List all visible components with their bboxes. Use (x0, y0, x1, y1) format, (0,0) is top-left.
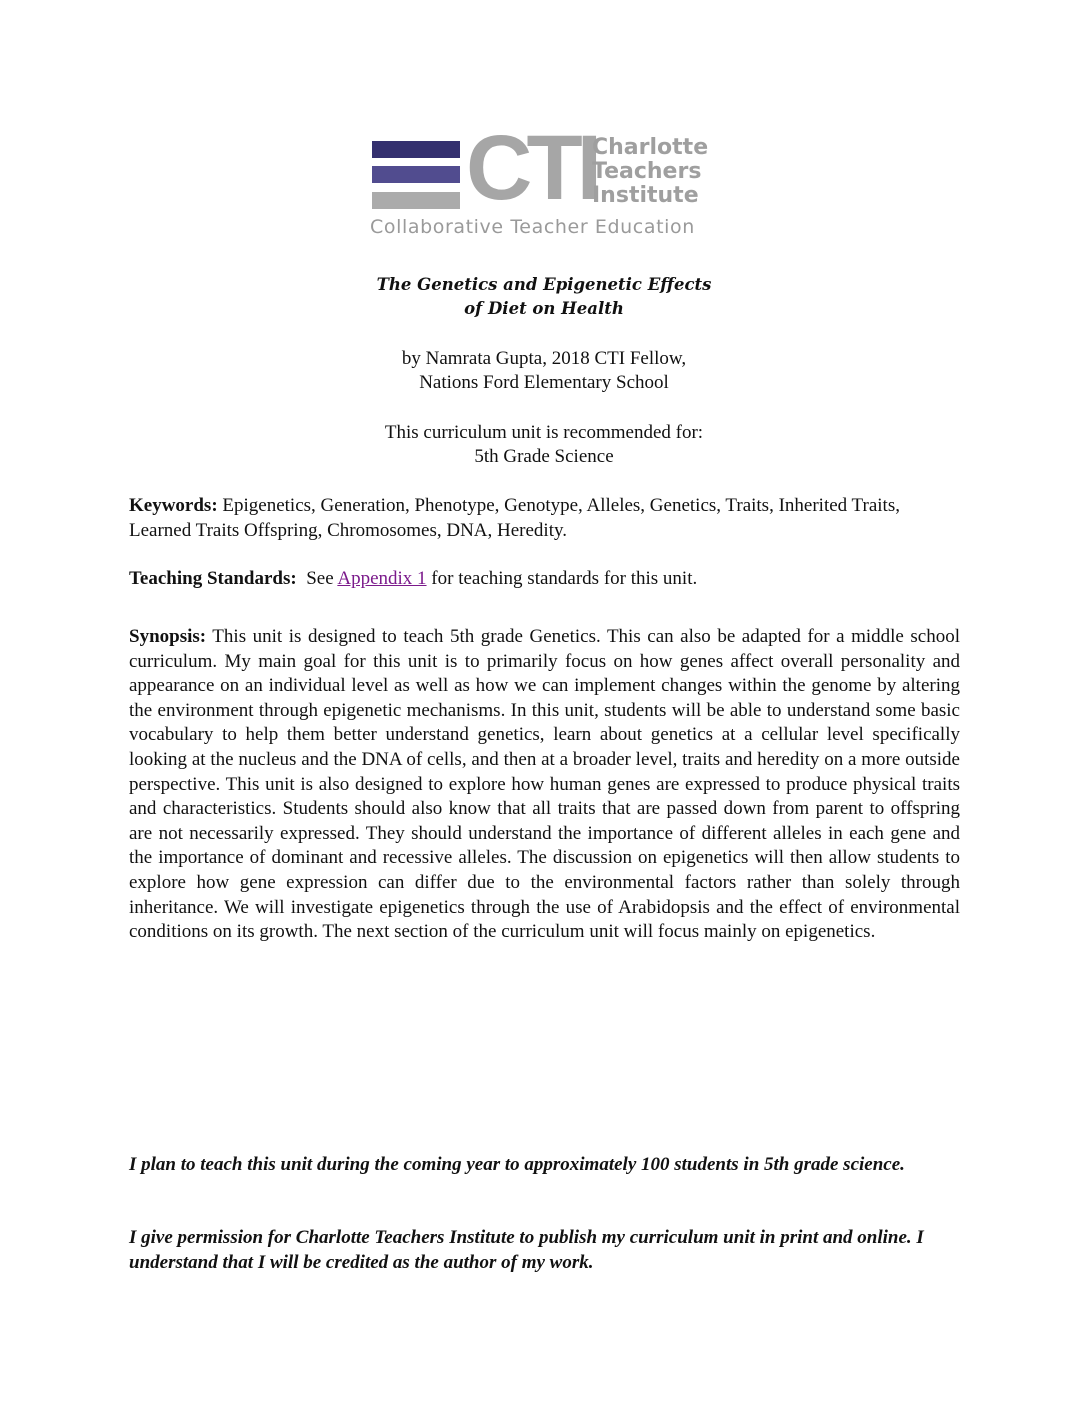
permission-statement: I give permission for Charlotte Teachers Institute to publish my curriculum unit in print and online. I understand that I will be credited as the author of my work. (129, 1227, 924, 1273)
recommendation-grade: 5th Grade Science (474, 446, 614, 467)
keywords-paragraph (129, 494, 960, 543)
keywords-label: Keywords: (129, 495, 218, 516)
cti-logo (368, 117, 718, 240)
keywords-text: Epigenetics, Generation, Phenotype, Genotype, Alleles, Genetics, Traits, Inherited Traits, Learned Traits Offspring, Chromosomes, DNA, Heredity. (129, 495, 900, 541)
author-byline (0, 347, 1088, 395)
logo-name-line: Charlotte (592, 135, 709, 160)
synopsis-text: This unit is designed to teach 5th grade Genetics. This can also be adapted for a middle school curriculum. My main goal for this unit is to primarily focus on how genes affect overall personality and appearance on an individual level as well as how we can implement changes within the genome by altering the environment through epigenetic mechanisms. In this unit, students will be able to understand some basic vocabulary to help them better understand genetics, learn about genetics at a cellular level specifically looking at the nucleus and the DNA of cells, and then at a broader level, traits and heredity on a more outside perspective. This unit is also designed to explore how human genes are expressed to produce physical traits and characteristics. Students should also know that all traits that are passed down from parent to offspring are not necessarily expressed. They should understand the importance of different alleles in each gene and the importance of dominant and recessive alleles. The discussion on epigenetics will then allow students to explore how gene expression can differ due to the environmental factors rather than solely through inheritance. We will investigate epigenetics through the use of Arabidopsis and the effect of environmental conditions on its growth. The next section of the curriculum unit will focus mainly on epigenetics. (129, 626, 960, 943)
logo-acronym: CTI (466, 117, 597, 219)
recommendation-line: This curriculum unit is recommended for: (384, 422, 704, 443)
title-line: of Diet on Health (464, 299, 624, 318)
synopsis-paragraph (129, 625, 960, 945)
synopsis-label: Synopsis: (129, 626, 207, 647)
logo-name (592, 136, 708, 208)
standards-pre: See (296, 568, 338, 589)
recommendation (0, 421, 1088, 469)
title-line: The Genetics and Epigenetic Effects (376, 275, 712, 294)
byline-line: by Namrata Gupta, 2018 CTI Fellow, (401, 348, 687, 369)
standards-label: Teaching Standards: (129, 568, 297, 589)
logo-name-line: Institute (592, 183, 699, 208)
logo-bar-dark (372, 141, 460, 158)
teaching-standards-paragraph (129, 567, 960, 592)
logo-name-line: Teachers (592, 159, 702, 184)
document-title (0, 273, 1088, 321)
logo-bar-mid (372, 166, 460, 183)
byline-line: Nations Ford Elementary School (419, 372, 669, 393)
standards-post: for teaching standards for this unit. (426, 568, 698, 589)
appendix-link[interactable]: Appendix 1 (337, 568, 427, 589)
logo-tagline: Collaborative Teacher Education (370, 216, 695, 238)
logo-bar-gray (372, 192, 460, 209)
plan-statement: I plan to teach this unit during the coming year to approximately 100 students in 5th grade science. (129, 1154, 905, 1175)
